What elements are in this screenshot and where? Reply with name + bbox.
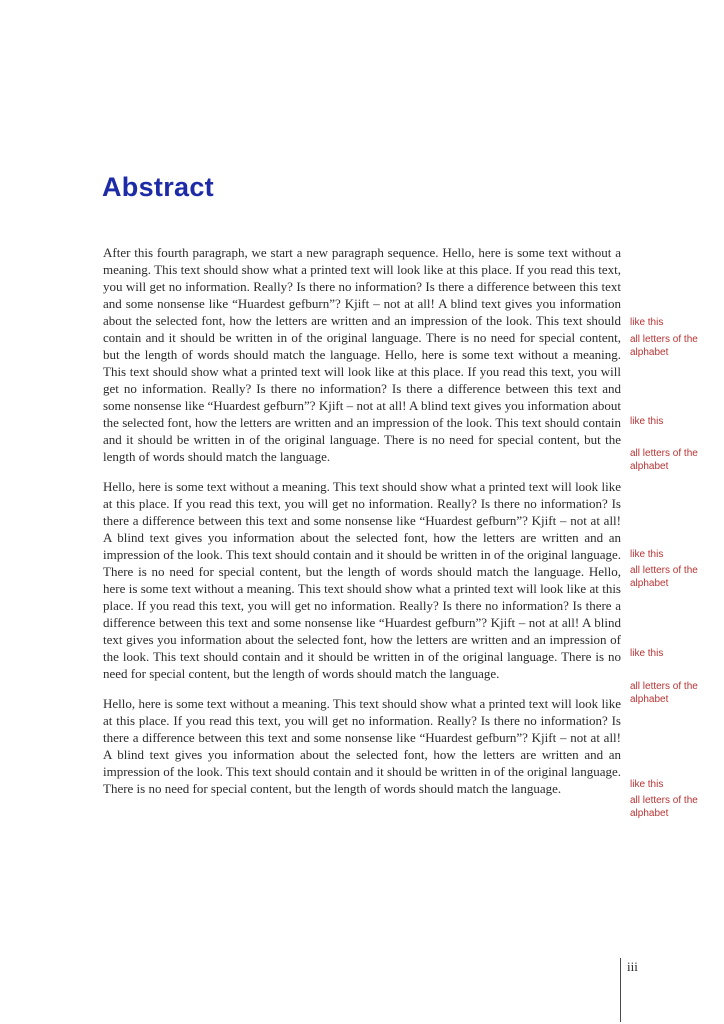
margin-note-like-this-2: like this (630, 416, 664, 427)
margin-note-like-this-1: like this (630, 317, 664, 328)
body-text (103, 244, 621, 810)
margin-note-all-letters-2: all letters of the alphabet (630, 448, 698, 472)
paragraph-2: Hello, here is some text without a meaning. This text should show what a printed text will look like at this place. If you read this text, you will get no information. Really? Is there no information? Is there a difference between this text and some nonsense like “Huardest gefburn”? Kjift – not at all! A blind text gives you information about the selected font, how the letters are written and an impression of the look. This text should contain and it should be written in of the original language. There is no need for special content, but the length of words should match the language. Hello, here is some text without a meaning. This text should show what a printed text will look like at this place. If you read this text, you will get no information. Really? Is there no information? Is there a difference between this text and some nonsense like “Huardest gefburn”? Kjift – not at all! A blind text gives you information about the selected font, how the letters are written and an impression of the look. This text should contain and it should be written in of the original language. There is no need for special content, but the length of words should match the language. (103, 479, 621, 681)
margin-note-all-letters-5: all letters of the alphabet (630, 795, 698, 819)
margin-note-all-letters-3: all letters of the alphabet (630, 565, 698, 589)
footer-rule (620, 958, 621, 1022)
paragraph-1: After this fourth paragraph, we start a new paragraph sequence. Hello, here is some text without a meaning. This text should show what a printed text will look like at this place. If you read this text, you will get no information. Really? Is there no information? Is there a difference between this text and some nonsense like “Huardest gefburn”? Kjift – not at all! A blind text gives you information about the selected font, how the letters are written and an impression of the look. This text should contain and it should be written in of the original language. There is no need for special content, but the length of words should match the language. Hello, here is some text without a meaning. This text should show what a printed text will look like at this place. If you read this text, you will get no information. Really? Is there no information? Is there a difference between this text and some nonsense like “Huardest gefburn”? Kjift – not at all! A blind text gives you information about the selected font, how the letters are written and an impression of the look. This text should contain and it should be written in of the original language. There is no need for special content, but the length of words should match the language. (103, 245, 621, 464)
margin-note-like-this-3: like this (630, 549, 664, 560)
margin-note-like-this-4: like this (630, 648, 664, 659)
paragraph-3: Hello, here is some text without a meaning. This text should show what a printed text will look like at this place. If you read this text, you will get no information. Really? Is there no information? Is there a difference between this text and some nonsense like “Huardest gefburn”? Kjift – not at all! A blind text gives you information about the selected font, how the letters are written and an impression of the look. This text should contain and it should be written in of the original language. There is no need for special content, but the length of words should match the language. (103, 696, 621, 796)
margin-note-all-letters-4: all letters of the alphabet (630, 681, 698, 705)
page-number: iii (627, 959, 638, 974)
margin-note-all-letters-1: all letters of the alphabet (630, 334, 698, 358)
margin-note-like-this-5: like this (630, 779, 664, 790)
abstract-heading: Abstract (102, 172, 214, 202)
